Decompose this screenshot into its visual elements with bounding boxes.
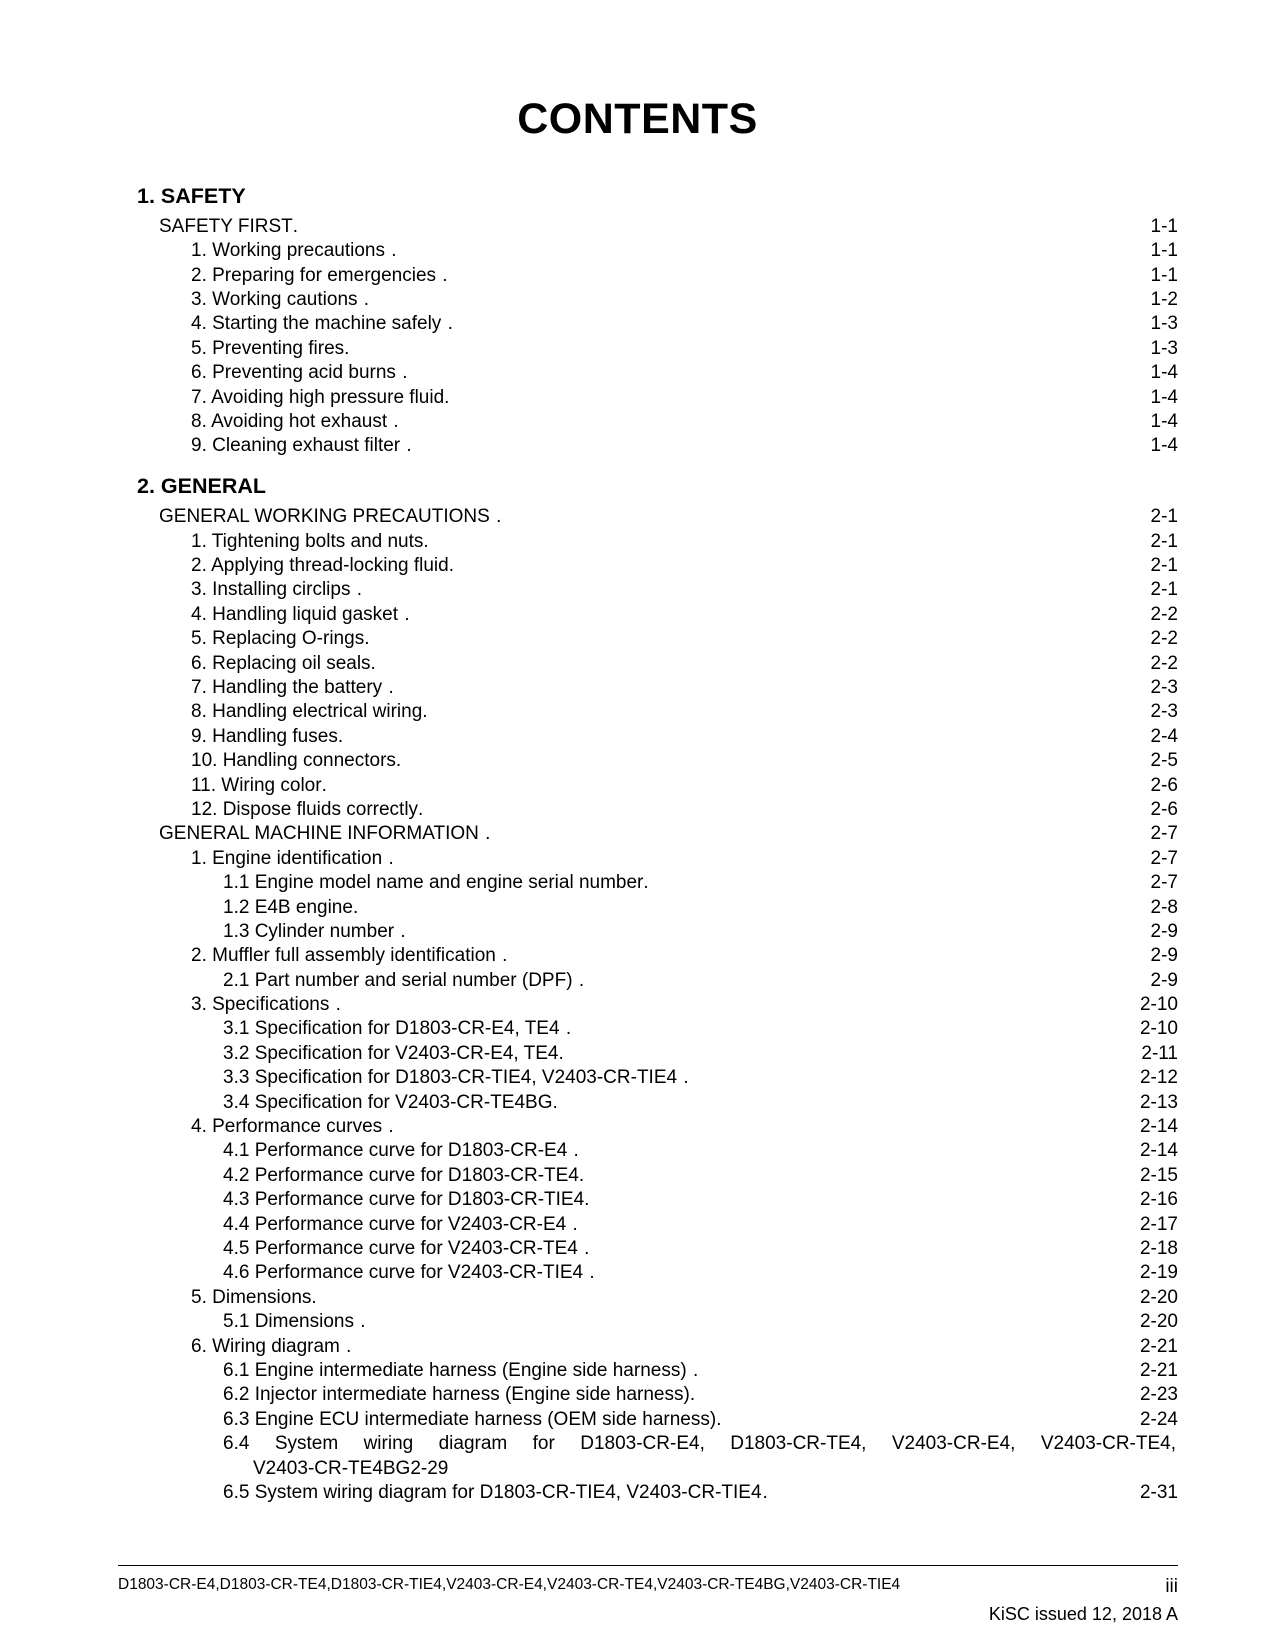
dot-leader: . bbox=[573, 1141, 580, 1161]
dot-leader: . bbox=[400, 921, 407, 941]
toc-page-number: 2-20 bbox=[1139, 1311, 1178, 1333]
dot-leader: . bbox=[552, 1092, 559, 1112]
toc-entry[interactable] bbox=[137, 1215, 1178, 1234]
toc-page-number: 1-1 bbox=[1150, 240, 1178, 262]
toc-page-number: 2-14 bbox=[1139, 1140, 1178, 1162]
toc-entry-label: 6. Replacing oil seals bbox=[191, 652, 371, 674]
toc-entry-label: 4.3 Performance curve for D1803-CR-TIE4 bbox=[223, 1189, 585, 1211]
dot-leader: . bbox=[762, 1482, 769, 1502]
toc-page-number: 2-21 bbox=[1139, 1359, 1178, 1381]
dot-leader: . bbox=[370, 653, 377, 673]
toc-page-number: 2-31 bbox=[1139, 1481, 1178, 1503]
toc-page-number: 2-21 bbox=[1139, 1335, 1178, 1357]
toc-page-number: 2-7 bbox=[1150, 847, 1178, 869]
dot-leader: . bbox=[565, 1019, 572, 1039]
toc-entry[interactable] bbox=[137, 1093, 1178, 1112]
toc-entry[interactable] bbox=[137, 532, 1178, 551]
dot-leader: . bbox=[363, 290, 370, 310]
toc-entry-label: 1.3 Cylinder number bbox=[223, 920, 400, 942]
toc-page-number: 2-1 bbox=[1150, 579, 1178, 601]
toc-entry[interactable] bbox=[137, 1141, 1178, 1160]
dot-leader: . bbox=[496, 507, 502, 527]
toc-page-number: 2-1 bbox=[1150, 506, 1178, 528]
toc-page-number: 1-4 bbox=[1150, 435, 1178, 457]
dot-leader: . bbox=[422, 702, 429, 722]
toc-entry-label: 5. Dimensions bbox=[191, 1286, 312, 1308]
toc-entry[interactable] bbox=[137, 873, 1178, 892]
toc-page-number: 2-5 bbox=[1150, 750, 1178, 772]
toc-entry-label: 4. Performance curves bbox=[191, 1116, 388, 1138]
toc-entry-wrapped[interactable] bbox=[137, 1434, 1178, 1477]
toc-entry[interactable] bbox=[137, 898, 1178, 917]
dot-leader: . bbox=[692, 1360, 699, 1380]
toc-entry-label: 5. Replacing O-rings bbox=[191, 628, 365, 650]
toc-page-number: 2-2 bbox=[1150, 628, 1178, 650]
toc-entry[interactable] bbox=[137, 971, 1178, 990]
dot-leader: . bbox=[335, 995, 342, 1015]
dot-leader: . bbox=[292, 216, 299, 236]
toc-entry[interactable] bbox=[137, 946, 1178, 965]
toc-entry-last[interactable] bbox=[137, 1483, 1178, 1502]
toc-page-number: 2-1 bbox=[1150, 555, 1178, 577]
toc-entry-label: 2. Preparing for emergencies bbox=[191, 264, 442, 286]
toc-entry[interactable] bbox=[137, 727, 1178, 746]
toc-entry[interactable] bbox=[137, 800, 1178, 819]
toc-page-number: 2-29 bbox=[410, 1457, 449, 1479]
dot-leader: . bbox=[444, 387, 451, 407]
toc-group-general bbox=[137, 507, 1178, 1428]
toc-entry-label: 3. Installing circlips bbox=[191, 579, 356, 601]
toc-page-number: 2-23 bbox=[1139, 1384, 1178, 1406]
toc-entry-label: 2. Muffler full assembly identification bbox=[191, 945, 502, 967]
toc-entry[interactable] bbox=[137, 1385, 1178, 1404]
dot-leader: . bbox=[502, 946, 509, 966]
toc-entry-label: 8. Handling electrical wiring bbox=[191, 701, 423, 723]
toc-page-number: 2-1 bbox=[1150, 530, 1178, 552]
toc-page-number: 2-18 bbox=[1139, 1237, 1178, 1259]
toc-entry-continuation bbox=[223, 1459, 1178, 1478]
toc-entry[interactable] bbox=[137, 1019, 1178, 1038]
footer-issue-note: KiSC issued 12, 2018 A bbox=[988, 1604, 1178, 1624]
toc-entry-label: 4. Starting the machine safely bbox=[191, 313, 447, 335]
toc-entry-label: 9. Handling fuses bbox=[191, 725, 338, 747]
toc-entry[interactable] bbox=[137, 1044, 1178, 1063]
toc-group-safety bbox=[137, 217, 1178, 456]
dot-leader: . bbox=[584, 1238, 590, 1258]
toc-page-number: 2-12 bbox=[1139, 1067, 1178, 1089]
toc-entry-label: 1.1 Engine model name and engine serial number bbox=[223, 872, 644, 894]
dot-leader: . bbox=[393, 412, 400, 431]
toc-entry[interactable] bbox=[137, 266, 1178, 285]
dot-leader: . bbox=[344, 338, 351, 358]
toc-entry[interactable] bbox=[137, 751, 1178, 770]
toc-entry-label: 1. Engine identification bbox=[191, 847, 388, 869]
toc-page-number: 2-3 bbox=[1150, 677, 1178, 698]
dot-leader: . bbox=[418, 799, 424, 819]
dot-leader: . bbox=[395, 751, 402, 771]
toc-page-number: 2-6 bbox=[1150, 774, 1178, 796]
dot-leader: . bbox=[716, 1409, 723, 1429]
toc-entry-label: 7. Avoiding high pressure fluid bbox=[191, 386, 445, 408]
footer-page-number: iii bbox=[1165, 1576, 1178, 1597]
dot-leader: . bbox=[404, 604, 411, 624]
toc-page-number: 2-9 bbox=[1150, 920, 1178, 942]
toc-entry[interactable] bbox=[137, 1410, 1178, 1429]
toc-entry-label: 7. Handling the battery bbox=[191, 677, 388, 698]
toc-page-number: 1-3 bbox=[1150, 313, 1178, 335]
page-footer bbox=[118, 1565, 1178, 1632]
toc-entry[interactable] bbox=[137, 1312, 1178, 1331]
footer-model-list: D1803-CR-E4,D1803-CR-TE4,D1803-CR-TIE4,V2403-CR-E4,V2403-CR-TE4,V2403-CR-TE4BG,V2403-CR-TIE4 bbox=[118, 1576, 901, 1593]
footer-content bbox=[118, 1576, 1178, 1632]
toc-page-number: 1-4 bbox=[1150, 386, 1178, 408]
toc-entry-label: 9. Cleaning exhaust filter bbox=[191, 435, 406, 457]
toc-entry[interactable] bbox=[137, 580, 1178, 599]
toc-entry[interactable] bbox=[137, 1288, 1178, 1307]
toc-entry-label: 4.6 Performance curve for V2403-CR-TIE4 bbox=[223, 1262, 589, 1284]
dot-leader: . bbox=[391, 241, 398, 261]
dot-leader: . bbox=[689, 1385, 696, 1405]
toc-entry[interactable] bbox=[137, 339, 1178, 358]
toc-entry-label: 5. Preventing fires bbox=[191, 337, 345, 359]
toc-page-number: 2-8 bbox=[1150, 896, 1178, 918]
dot-leader: . bbox=[360, 1312, 367, 1332]
toc-page-number: 1-4 bbox=[1150, 411, 1178, 432]
part-heading-safety: 1. SAFETY bbox=[137, 184, 246, 208]
dot-leader: . bbox=[572, 1214, 579, 1234]
toc-entry[interactable] bbox=[137, 629, 1178, 648]
toc-entry[interactable] bbox=[137, 388, 1178, 407]
toc-entry[interactable] bbox=[137, 1337, 1178, 1356]
toc-entry-label: 4.1 Performance curve for D1803-CR-E4 bbox=[223, 1140, 573, 1162]
toc-entry[interactable] bbox=[137, 1166, 1178, 1185]
toc-entry-label: 2.1 Part number and serial number (DPF) bbox=[223, 969, 578, 991]
toc-entry[interactable] bbox=[137, 507, 1178, 526]
toc-page-number: 2-11 bbox=[1141, 1042, 1178, 1064]
toc-entry-label: SAFETY FIRST bbox=[159, 215, 293, 237]
toc-page-number: 2-19 bbox=[1139, 1262, 1178, 1284]
toc-entry-label: 1. Tightening bolts and nuts bbox=[191, 530, 424, 552]
dot-leader: . bbox=[558, 1043, 565, 1063]
toc-entry-label: 3.3 Specification for D1803-CR-TIE4, V2403-CR-TIE4 bbox=[223, 1067, 683, 1089]
toc-entry-label: 10. Handling connectors bbox=[191, 750, 396, 772]
dot-leader: . bbox=[578, 970, 585, 990]
toc-entry-label: 5.1 Dimensions bbox=[223, 1311, 360, 1333]
toc-entry-label: 8. Avoiding hot exhaust bbox=[191, 411, 393, 432]
toc-entry[interactable] bbox=[137, 605, 1178, 624]
toc-entry-label: GENERAL WORKING PRECAUTIONS bbox=[159, 506, 496, 528]
toc-entry[interactable] bbox=[137, 436, 1178, 455]
toc-page-number: 1-4 bbox=[1150, 362, 1178, 384]
toc-entry[interactable] bbox=[137, 1117, 1178, 1136]
toc-page-number: 2-20 bbox=[1139, 1286, 1178, 1308]
dot-leader: . bbox=[311, 1287, 318, 1307]
toc-entry[interactable] bbox=[137, 702, 1178, 721]
toc-entry[interactable] bbox=[137, 922, 1178, 941]
toc-page-number: 2-13 bbox=[1139, 1091, 1178, 1113]
toc-entry-label: 3. Working cautions bbox=[191, 289, 363, 311]
toc-entry[interactable] bbox=[137, 1190, 1178, 1209]
toc-page-number: 2-2 bbox=[1150, 652, 1178, 674]
toc-entry[interactable] bbox=[137, 1263, 1178, 1282]
toc-entry-label: 1. Working precautions bbox=[191, 240, 391, 262]
dot-leader: . bbox=[485, 824, 492, 844]
toc-page-number: 1-2 bbox=[1150, 289, 1178, 311]
toc-page-number: 1-1 bbox=[1150, 215, 1178, 237]
footer-divider bbox=[118, 1565, 1178, 1566]
toc-entry[interactable] bbox=[137, 363, 1178, 382]
toc-entry-label: 6. Preventing acid burns bbox=[191, 362, 402, 384]
dot-leader: . bbox=[356, 580, 363, 600]
toc-entry[interactable] bbox=[137, 412, 1178, 431]
table-of-contents bbox=[0, 183, 1275, 1502]
dot-leader: . bbox=[337, 726, 344, 746]
toc-entry[interactable] bbox=[137, 217, 1178, 236]
toc-page-number: 2-2 bbox=[1150, 603, 1178, 625]
dot-leader: . bbox=[578, 1165, 585, 1185]
toc-page-number: 2-9 bbox=[1150, 969, 1178, 991]
toc-entry[interactable] bbox=[137, 654, 1178, 673]
dot-leader: . bbox=[388, 678, 395, 697]
toc-page-number: 2-17 bbox=[1139, 1213, 1178, 1235]
toc-page-number: 2-10 bbox=[1139, 994, 1178, 1016]
toc-entry-label: 1.2 E4B engine bbox=[223, 896, 353, 918]
toc-page-number: 2-7 bbox=[1150, 872, 1178, 894]
toc-entry[interactable] bbox=[137, 849, 1178, 868]
dot-leader: . bbox=[352, 897, 359, 917]
toc-entry[interactable] bbox=[137, 241, 1178, 260]
toc-entry-label: 3.1 Specification for D1803-CR-E4, TE4 bbox=[223, 1018, 565, 1040]
toc-page-number: 2-7 bbox=[1150, 823, 1178, 845]
toc-entry-label: 3. Specifications bbox=[191, 994, 335, 1016]
toc-page-number: 2-6 bbox=[1150, 798, 1178, 820]
toc-entry[interactable] bbox=[137, 1239, 1178, 1258]
toc-page-number: 2-14 bbox=[1139, 1116, 1178, 1138]
dot-leader: . bbox=[643, 873, 650, 893]
toc-entry-label: 6.5 System wiring diagram for D1803-CR-TIE4, V2403-CR-TIE4 bbox=[223, 1481, 762, 1503]
toc-page-number: 2-15 bbox=[1139, 1164, 1178, 1186]
toc-entry-label: 6.1 Engine intermediate harness (Engine side harness) bbox=[223, 1359, 692, 1381]
toc-entry-label-cont: V2403-CR-TE4BG bbox=[253, 1457, 411, 1479]
toc-page-number: 2-4 bbox=[1150, 725, 1178, 747]
toc-page-number: 1-3 bbox=[1150, 337, 1178, 359]
dot-leader: . bbox=[683, 1068, 690, 1088]
dot-leader: . bbox=[442, 265, 449, 285]
dot-leader: . bbox=[406, 436, 413, 456]
dot-leader: . bbox=[364, 629, 371, 649]
toc-page-number: 2-24 bbox=[1139, 1408, 1178, 1430]
toc-entry[interactable] bbox=[137, 290, 1178, 309]
toc-entry-label: 4.4 Performance curve for V2403-CR-E4 bbox=[223, 1213, 572, 1235]
toc-entry-label: 3.2 Specification for V2403-CR-E4, TE4 bbox=[223, 1042, 559, 1064]
toc-entry[interactable] bbox=[137, 824, 1178, 843]
dot-leader: . bbox=[584, 1190, 591, 1210]
toc-page-number: 2-3 bbox=[1150, 701, 1178, 723]
toc-entry-label: 6.4 System wiring diagram for D1803-CR-E4, D1803-CR-TE4, V2403-CR-E4, V2403-CR-TE4, bbox=[223, 1433, 1176, 1455]
dot-leader: . bbox=[388, 1117, 395, 1137]
dot-leader: . bbox=[448, 556, 455, 576]
dot-leader: . bbox=[388, 848, 395, 868]
dot-leader: . bbox=[321, 775, 328, 795]
toc-entry-label: 3.4 Specification for V2403-CR-TE4BG bbox=[223, 1091, 553, 1113]
toc-entry-label: 4. Handling liquid gasket bbox=[191, 603, 404, 625]
toc-entry-label: 12. Dispose fluids correctly bbox=[191, 798, 419, 820]
toc-entry-label: 4.5 Performance curve for V2403-CR-TE4 bbox=[223, 1237, 584, 1259]
toc-entry-label: 6.3 Engine ECU intermediate harness (OEM side harness) bbox=[223, 1408, 717, 1430]
toc-page-number: 2-9 bbox=[1150, 945, 1178, 967]
toc-page-number: 1-1 bbox=[1150, 264, 1178, 286]
toc-entry-label: 6.2 Injector intermediate harness (Engine side harness) bbox=[223, 1384, 690, 1406]
toc-page-number: 2-10 bbox=[1139, 1018, 1178, 1040]
toc-page-number: 2-16 bbox=[1139, 1189, 1178, 1211]
toc-entry[interactable] bbox=[137, 776, 1178, 795]
toc-entry-label: 2. Applying thread-locking fluid bbox=[191, 555, 449, 577]
page-title: CONTENTS bbox=[517, 95, 758, 143]
toc-entry[interactable] bbox=[137, 556, 1178, 575]
toc-entry[interactable] bbox=[137, 995, 1178, 1014]
toc-entry[interactable] bbox=[137, 1361, 1178, 1380]
toc-entry[interactable] bbox=[137, 1068, 1178, 1087]
toc-entry-label: 11. Wiring color bbox=[191, 774, 322, 796]
dot-leader: . bbox=[423, 531, 430, 551]
part-heading-general: 2. GENERAL bbox=[137, 474, 267, 499]
dot-leader: . bbox=[589, 1263, 596, 1283]
toc-entry[interactable] bbox=[137, 314, 1178, 333]
dot-leader: . bbox=[402, 363, 409, 383]
toc-entry-label: GENERAL MACHINE INFORMATION bbox=[159, 823, 485, 845]
toc-entry-label: 6. Wiring diagram bbox=[191, 1335, 346, 1357]
dot-leader: . bbox=[346, 1336, 353, 1356]
toc-entry[interactable] bbox=[137, 678, 1178, 697]
dot-leader: . bbox=[447, 314, 454, 334]
toc-entry-label: 4.2 Performance curve for D1803-CR-TE4 bbox=[223, 1164, 579, 1186]
